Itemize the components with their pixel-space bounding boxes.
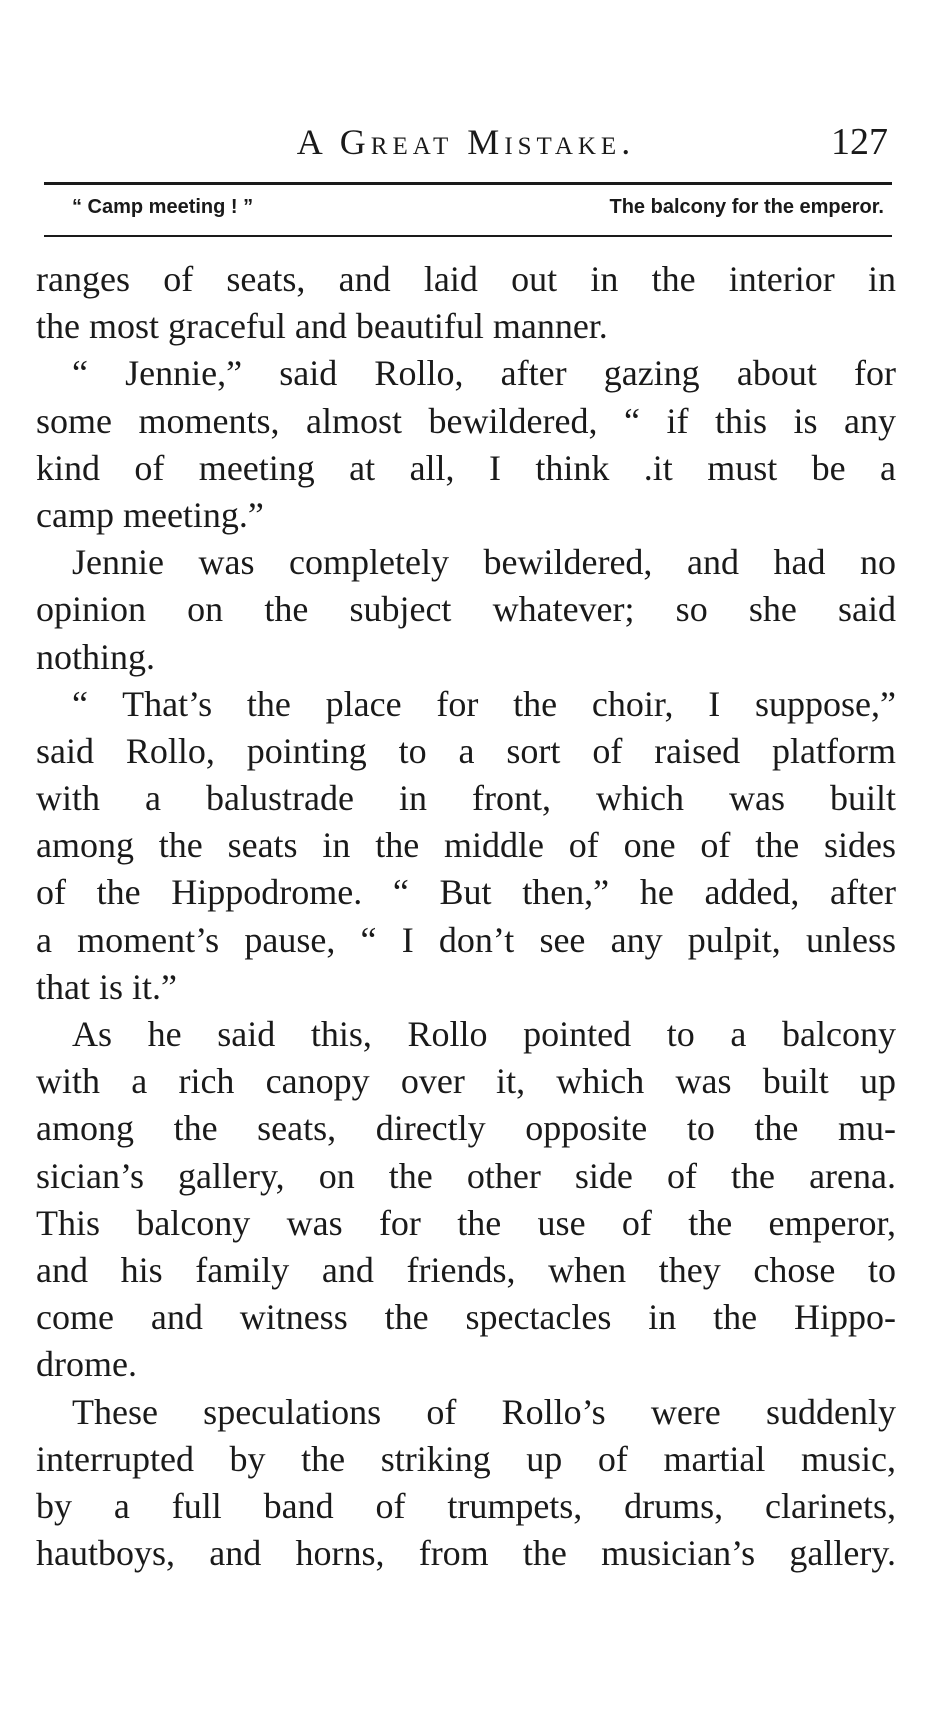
chapter-title: A Great Mistake. bbox=[296, 122, 636, 162]
text-line: kind of meeting at all, I think .it must be a bbox=[36, 447, 896, 488]
body-text bbox=[36, 256, 896, 1577]
text-line: among the seats, directly opposite to the mu- bbox=[36, 1108, 896, 1149]
text-line: nothing. bbox=[36, 636, 156, 677]
running-head bbox=[40, 118, 892, 168]
margin-note-right: The balcony for the emperor. bbox=[609, 196, 884, 218]
paragraph bbox=[36, 681, 896, 1011]
text-line: interrupted by the striking up of martial music, bbox=[36, 1438, 896, 1479]
text-line: “ That’s the place for the choir, I suppose,” bbox=[72, 683, 896, 724]
text-line: As he said this, Rollo pointed to a balcony bbox=[72, 1014, 896, 1054]
text-line: This balcony was for the use of the emperor, bbox=[36, 1202, 896, 1243]
paragraph bbox=[36, 350, 896, 539]
text-line: by a full band of trumpets, drums, clarinets, bbox=[36, 1485, 896, 1526]
text-line: and his family and friends, when they chose to bbox=[36, 1249, 896, 1290]
text-line: among the seats in the middle of one of the sides bbox=[36, 825, 896, 866]
text-line: “ Jennie,” said Rollo, after gazing about for bbox=[72, 353, 896, 394]
text-line: ranges of seats, and laid out in the interior in bbox=[36, 259, 896, 299]
paragraph bbox=[36, 1389, 896, 1578]
text-line: These speculations of Rollo’s were suddenly bbox=[72, 1391, 896, 1432]
text-line: said Rollo, pointing to a sort of raised platform bbox=[36, 730, 896, 771]
text-line: that is it.” bbox=[36, 966, 177, 1007]
text-line: camp meeting.” bbox=[36, 494, 264, 535]
paragraph bbox=[36, 539, 896, 681]
text-line: with a balustrade in front, which was built bbox=[36, 778, 896, 819]
text-line: hautboys, and horns, from the musician’s gallery. bbox=[36, 1533, 896, 1574]
text-line: drome. bbox=[36, 1344, 137, 1385]
paragraph bbox=[36, 1011, 896, 1389]
header-rule-bottom bbox=[44, 235, 892, 237]
paragraph bbox=[36, 256, 896, 350]
margin-note-left: “ Camp meeting ! ” bbox=[72, 196, 254, 218]
text-line: Jennie was completely bewildered, and had no bbox=[72, 542, 896, 583]
text-line: a moment’s pause, “ I don’t see any pulpit, unless bbox=[36, 919, 896, 960]
text-line: some moments, almost bewildered, “ if this is any bbox=[36, 400, 896, 441]
page-number: 127 bbox=[831, 121, 888, 163]
text-line: the most graceful and beautiful manner. bbox=[36, 306, 608, 347]
text-line: come and witness the spectacles in the Hippo- bbox=[36, 1297, 896, 1338]
text-line: opinion on the subject whatever; so she said bbox=[36, 589, 896, 630]
text-line: of the Hippodrome. “ But then,” he added, after bbox=[36, 872, 896, 913]
header-rule-top bbox=[44, 182, 892, 185]
text-line: sician’s gallery, on the other side of the arena. bbox=[36, 1155, 896, 1196]
text-line: with a rich canopy over it, which was built up bbox=[36, 1061, 896, 1102]
